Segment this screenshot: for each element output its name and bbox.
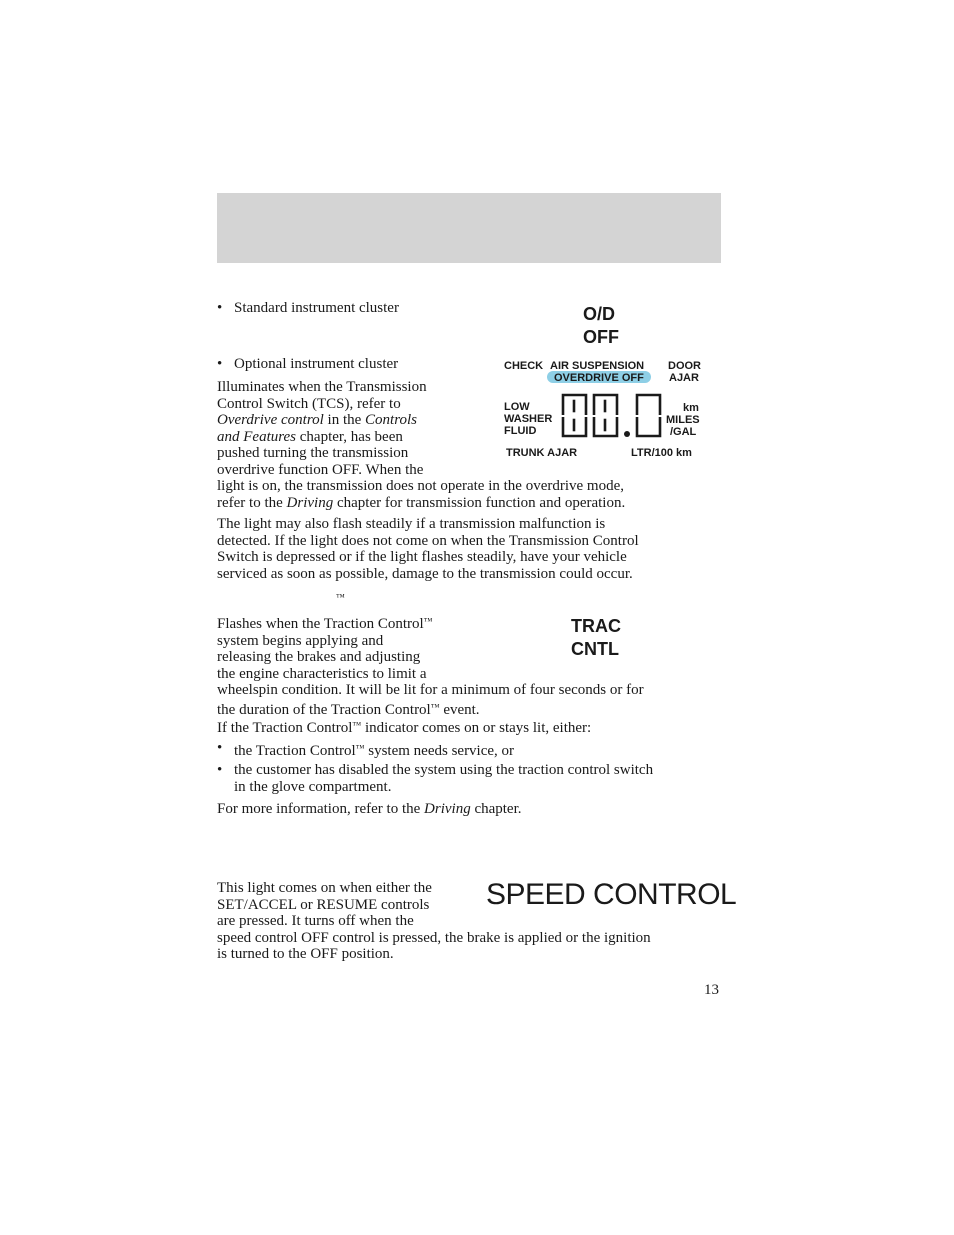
trunk-ajar-label: TRUNK AJAR: [506, 447, 578, 459]
washer-label: WASHER: [504, 413, 553, 425]
ajar-label: AJAR: [669, 372, 699, 384]
speed-paragraph: This light comes on when either the SET/ACCEL or RESUME controls are pressed. It turns off when the speed control OFF control is pressed, the brake is applied or the ignition is turned to the OFF position.: [217, 880, 651, 962]
traction-paragraph-3: For more information, refer to the Driving chapter.: [217, 801, 522, 817]
overdrive-paragraph-1: Illuminates when the Transmission Control Switch (TCS), refer to Overdrive control in the Controls and Features chapter, has been pushed turning the transmission overdrive function OFF. When the light is on, the transmission does not operate in the overdrive mode, refer to the Driving chapter for transmission function and operation.: [217, 379, 626, 511]
fluid-label: FLUID: [504, 425, 537, 437]
air-suspension-label: AIR SUSPENSION: [550, 360, 645, 372]
overdrive-paragraph-2: The light may also flash steadily if a transmission malfunction is detected. If the light does not come on when the Transmission Control Switch is depressed or if the light flashes steadily, have your vehicle serviced as soon as possible, damage to the transmission could occur.: [217, 516, 639, 582]
miles-label: MILES: [666, 414, 700, 426]
gal-label: /GAL: [670, 426, 697, 438]
check-label: CHECK: [504, 360, 544, 372]
traction-paragraph-2: If the Traction Control™ indicator comes on or stays lit, either:: [217, 720, 592, 736]
page-number: 13: [704, 982, 719, 998]
traction-bullet-1: • the Traction Control™ system needs service, or: [217, 740, 515, 759]
header-bar: [217, 193, 721, 263]
door-label: DOOR: [668, 360, 701, 372]
trac-cntl-icon: TRAC CNTL: [571, 616, 621, 659]
traction-paragraph-1: Flashes when the Traction Control™ system begins applying and releasing the brakes and adjusting the engine characteristics to limit a wheelspin condition. It will be lit for a minimum of four seconds or for the duration of the Traction Control™ event.: [217, 616, 644, 718]
km-label: km: [683, 402, 699, 414]
low-label: LOW: [504, 401, 530, 413]
trademark-mark: ™: [336, 592, 345, 602]
traction-bullet-2: • the customer has disabled the system using the traction control switch in the glove compartment.: [217, 762, 654, 795]
ltr-100km-label: LTR/100 km: [631, 447, 692, 459]
od-off-icon: O/D OFF: [583, 304, 619, 347]
overdrive-off-label: OVERDRIVE OFF: [554, 372, 644, 384]
speed-control-icon: SPEED CONTROL: [486, 878, 737, 911]
